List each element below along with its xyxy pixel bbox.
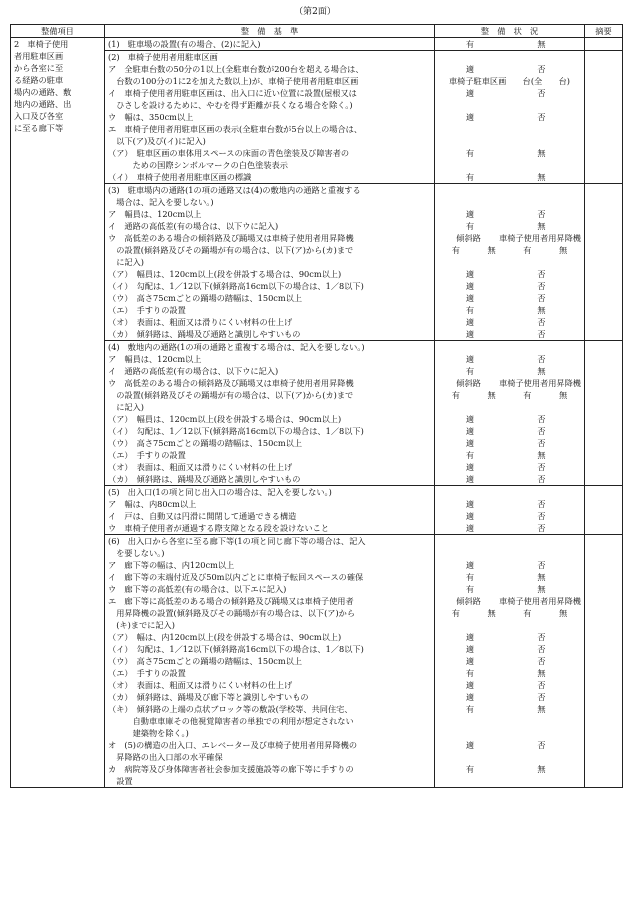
item-line: 入口及び各室 bbox=[14, 111, 64, 121]
status-value: 車椅子駐車区画 台(全 台) bbox=[448, 76, 570, 86]
status-line bbox=[438, 763, 581, 775]
status-option-positive: 有 bbox=[465, 172, 475, 182]
status-line bbox=[438, 292, 581, 304]
status-option-positive: 適 bbox=[465, 692, 475, 702]
standard-line: （ウ） 高さ75cmごとの踊場の踏幅は、150cm以上 bbox=[108, 656, 303, 666]
status-option-positive: 適 bbox=[465, 656, 475, 666]
status-option-positive: 有 bbox=[465, 668, 475, 678]
status-cell bbox=[435, 535, 585, 788]
item-line: に至る廊下等 bbox=[14, 123, 64, 133]
status-option-negative: 無 bbox=[537, 172, 546, 182]
status-option-positive: 適 bbox=[465, 523, 475, 533]
status-line bbox=[438, 595, 581, 607]
standard-line: （イ） 勾配は、1／12以下(傾斜路高16cm以下の場合は、1／8以下) bbox=[108, 644, 364, 654]
status-line bbox=[438, 703, 581, 715]
status-option-positive: 適 bbox=[465, 354, 475, 364]
standard-line: ウ 廊下等の高低差(有の場合は、以下エに記入) bbox=[108, 584, 287, 594]
standard-line: 場合は、記入を要しない。) bbox=[108, 197, 214, 207]
status-option-negative: 否 bbox=[537, 656, 546, 666]
status-option-negative: 否 bbox=[537, 112, 546, 122]
standard-line: 以下(ア)及び(イ)に記入) bbox=[108, 136, 206, 146]
standard-line: （ア） 幅員は、120cm以上(段を併設する場合は、90cm以上) bbox=[108, 414, 342, 424]
status-line bbox=[438, 607, 581, 619]
status-line bbox=[438, 631, 581, 643]
standard-line: (2) 車椅子使用者用駐車区画 bbox=[108, 52, 218, 62]
status-line bbox=[438, 473, 581, 485]
item-cell bbox=[11, 38, 105, 788]
standard-line: ひさしを設けるために、やむを得ず距離が長くなる場合を除く。) bbox=[108, 100, 353, 110]
status-line bbox=[438, 715, 581, 727]
standard-line: に記入) bbox=[108, 257, 144, 267]
status-option-negative: 無 bbox=[537, 39, 546, 49]
standard-line: （ア） 幅は、内120cm以上(段を併設する場合は、90cm以上) bbox=[108, 632, 342, 642]
status-line bbox=[438, 413, 581, 425]
standard-line: （キ） 傾斜路の上端の点状ブロック等の敷設(学校等、共同住宅、 bbox=[108, 704, 353, 714]
status-option-negative: 車椅子使用者用昇降機 bbox=[499, 233, 581, 243]
header-row bbox=[11, 25, 623, 38]
standard-line: （エ） 手すりの設置 bbox=[108, 305, 186, 315]
status-line bbox=[438, 679, 581, 691]
status-option-positive: 適 bbox=[465, 112, 475, 122]
status-option-positive: 適 bbox=[465, 281, 475, 291]
status-option: 有 bbox=[523, 245, 532, 255]
status-option-positive: 適 bbox=[465, 438, 475, 448]
standard-line: ウ 高低差のある場合の傾斜路及び踊場又は車椅子使用者用昇降機 bbox=[108, 233, 354, 243]
status-option-negative: 無 bbox=[537, 305, 546, 315]
status-line bbox=[438, 535, 581, 547]
status-line bbox=[438, 196, 581, 208]
status-option-negative: 否 bbox=[537, 499, 546, 509]
status-option-negative: 否 bbox=[537, 740, 546, 750]
standard-line: ア 幅員は、120cm以上 bbox=[108, 354, 202, 364]
status-line bbox=[438, 377, 581, 389]
status-line bbox=[438, 75, 581, 87]
status-option: 無 bbox=[559, 608, 568, 618]
status-option-negative: 無 bbox=[537, 221, 546, 231]
status-option-positive: 有 bbox=[465, 221, 475, 231]
status-option-positive: 有 bbox=[465, 366, 475, 376]
standard-line: ア 幅は、内80cm以上 bbox=[108, 499, 197, 509]
standard-line: (1) 駐車場の設置(有の場合、(2)に記入) bbox=[108, 39, 261, 49]
status-option-positive: 適 bbox=[465, 680, 475, 690]
status-line bbox=[438, 159, 581, 171]
status-option: 有 bbox=[523, 608, 532, 618]
standard-line: (5) 出入口(1の項と同じ出入口の場合は、記入を要しない。) bbox=[108, 487, 332, 497]
status-option-negative: 否 bbox=[537, 269, 546, 279]
standard-line: エ 車椅子使用者用駐車区画の表示(全駐車台数が5台以上の場合は、 bbox=[108, 124, 363, 134]
status-line bbox=[438, 425, 581, 437]
status-option-negative: 否 bbox=[537, 680, 546, 690]
status-option-negative: 否 bbox=[537, 523, 546, 533]
status-line bbox=[438, 316, 581, 328]
status-line bbox=[438, 401, 581, 413]
standard-line: (キ)までに記入) bbox=[108, 620, 175, 630]
standard-line: （ア） 幅員は、120cm以上(段を併設する場合は、90cm以上) bbox=[108, 269, 342, 279]
header-status: 整 備 状 況 bbox=[435, 25, 585, 38]
remarks-cell bbox=[585, 486, 623, 535]
status-option-positive: 適 bbox=[465, 293, 475, 303]
status-option-positive: 適 bbox=[465, 317, 475, 327]
item-line: 場内の通路、敷 bbox=[14, 87, 72, 97]
status-line bbox=[438, 208, 581, 220]
standard-line: （ウ） 高さ75cmごとの踊場の踏幅は、150cm以上 bbox=[108, 293, 303, 303]
status-option-negative: 否 bbox=[537, 317, 546, 327]
status-line bbox=[438, 522, 581, 534]
status-option-positive: 有 bbox=[465, 148, 475, 158]
status-line bbox=[438, 51, 581, 63]
status-option-positive: 適 bbox=[465, 329, 475, 339]
standard-line: エ 廊下等に高低差のある場合の傾斜路及び踊場又は車椅子使用者 bbox=[108, 596, 354, 606]
status-option-positive: 適 bbox=[465, 740, 475, 750]
standard-line: （オ） 表面は、粗面又は滑りにくい材料の仕上げ bbox=[108, 680, 293, 690]
status-option-negative: 車椅子使用者用昇降機 bbox=[499, 378, 581, 388]
item-line: から各室に至 bbox=[14, 63, 64, 73]
status-option-positive: 適 bbox=[465, 209, 475, 219]
remarks-cell bbox=[585, 184, 623, 341]
standard-line: 自動車車庫その他視覚障害者の単独での利用が想定されない bbox=[108, 716, 354, 726]
status-option-negative: 無 bbox=[537, 450, 546, 460]
status-line bbox=[438, 87, 581, 99]
status-line bbox=[438, 328, 581, 340]
item-line: る経路の駐車 bbox=[14, 75, 64, 85]
status-option-negative: 否 bbox=[537, 64, 546, 74]
status-line bbox=[438, 486, 581, 498]
status-line bbox=[438, 389, 581, 401]
standard-line: （イ） 車椅子使用者用駐車区画の標識 bbox=[108, 172, 252, 182]
status-option-negative: 車椅子使用者用昇降機 bbox=[499, 596, 581, 606]
status-line bbox=[438, 559, 581, 571]
status-line bbox=[438, 123, 581, 135]
status-option: 有 bbox=[523, 390, 532, 400]
status-option-negative: 否 bbox=[537, 692, 546, 702]
standard-line: イ 廊下等の末端付近及び50m以内ごとに車椅子転回スペースの確保 bbox=[108, 572, 364, 582]
status-option-positive: 有 bbox=[465, 305, 475, 315]
standard-cell bbox=[105, 51, 435, 184]
standard-line: 台数の100分の1に2を加えた数以上)が、車椅子使用者用駐車区画 bbox=[108, 76, 359, 86]
status-option-positive: 適 bbox=[465, 560, 475, 570]
status-option-negative: 無 bbox=[537, 366, 546, 376]
status-option-negative: 否 bbox=[537, 426, 546, 436]
status-option-negative: 無 bbox=[537, 764, 546, 774]
item-line: 者用駐車区画 bbox=[14, 51, 64, 61]
status-option-positive: 有 bbox=[465, 584, 475, 594]
status-line bbox=[438, 63, 581, 75]
status-option-negative: 無 bbox=[537, 704, 546, 714]
standard-line: （エ） 手すりの設置 bbox=[108, 450, 186, 460]
status-option-positive: 適 bbox=[465, 88, 475, 98]
standard-line: の設置(傾斜路及びその踊場が有の場合は、以下(ア)から(カ)まで bbox=[108, 245, 354, 255]
standard-cell bbox=[105, 486, 435, 535]
status-option-positive: 有 bbox=[465, 704, 475, 714]
item-line: 地内の通路、出 bbox=[14, 99, 72, 109]
inspection-table bbox=[10, 24, 623, 788]
status-option-negative: 否 bbox=[537, 462, 546, 472]
status-line bbox=[438, 268, 581, 280]
status-option: 有 bbox=[451, 608, 460, 618]
standard-line: （オ） 表面は、粗面又は滑りにくい材料の仕上げ bbox=[108, 462, 293, 472]
standard-line: イ 車椅子使用者用駐車区画は、出入口に近い位置に設置(屋根又は bbox=[108, 88, 357, 98]
standard-cell bbox=[105, 184, 435, 341]
standard-line: オ (5)の構造の出入口、エレベーター及び車椅子使用者用昇降機の bbox=[108, 740, 358, 750]
status-option: 無 bbox=[487, 390, 496, 400]
standard-cell bbox=[105, 38, 435, 51]
status-line bbox=[438, 244, 581, 256]
status-line bbox=[438, 727, 581, 739]
item-line: 2 車椅子使用 bbox=[14, 39, 69, 49]
standard-line: に記入) bbox=[108, 402, 144, 412]
standard-line: 用昇降機の設置(傾斜路及びその踊場が有の場合は、以下(ア)から bbox=[108, 608, 356, 618]
status-option-negative: 無 bbox=[537, 572, 546, 582]
status-cell bbox=[435, 184, 585, 341]
standard-line: ウ 車椅子使用者が通過する際支障となる段を設けないこと bbox=[108, 523, 330, 533]
status-option-negative: 無 bbox=[537, 584, 546, 594]
status-line bbox=[438, 232, 581, 244]
status-option-positive: 適 bbox=[465, 644, 475, 654]
status-option-positive: 傾斜路 bbox=[456, 596, 481, 606]
status-line bbox=[438, 667, 581, 679]
status-line bbox=[438, 739, 581, 751]
standard-line: イ 戸は、自動又は円滑に開閉して通過できる構造 bbox=[108, 511, 297, 521]
status-option-negative: 否 bbox=[537, 88, 546, 98]
status-line bbox=[438, 99, 581, 111]
status-line bbox=[438, 619, 581, 631]
status-line bbox=[438, 655, 581, 667]
status-option-negative: 否 bbox=[537, 329, 546, 339]
standard-line: の設置(傾斜路及びその踊場が有の場合は、以下(ア)から(カ)まで bbox=[108, 390, 354, 400]
header-remarks: 摘要 bbox=[585, 25, 623, 38]
status-option-positive: 適 bbox=[465, 269, 475, 279]
remarks-cell bbox=[585, 341, 623, 486]
status-option-positive: 適 bbox=[465, 632, 475, 642]
status-line bbox=[438, 461, 581, 473]
standard-cell bbox=[105, 341, 435, 486]
status-line bbox=[438, 510, 581, 522]
status-option-negative: 否 bbox=[537, 511, 546, 521]
status-line bbox=[438, 38, 581, 50]
status-line bbox=[438, 304, 581, 316]
standard-line: （カ） 傾斜路は、踊場及び廊下等と識別しやすいもの bbox=[108, 692, 309, 702]
status-line bbox=[438, 111, 581, 123]
status-option-negative: 否 bbox=[537, 632, 546, 642]
status-line bbox=[438, 547, 581, 559]
status-cell bbox=[435, 486, 585, 535]
status-line bbox=[438, 691, 581, 703]
standard-cell bbox=[105, 535, 435, 788]
status-option-negative: 否 bbox=[537, 354, 546, 364]
standard-line: （エ） 手すりの設置 bbox=[108, 668, 186, 678]
standard-line: イ 通路の高低差(有の場合は、以下ウに記入) bbox=[108, 366, 279, 376]
header-standard: 整 備 基 準 bbox=[105, 25, 435, 38]
status-option-positive: 適 bbox=[465, 499, 475, 509]
status-option-negative: 否 bbox=[537, 293, 546, 303]
standard-line: （イ） 勾配は、1／12以下(傾斜路高16cm以下の場合は、1／8以下) bbox=[108, 426, 364, 436]
standard-line: （カ） 傾斜路は、踊場及び通路と識別しやすいもの bbox=[108, 329, 301, 339]
status-option: 有 bbox=[451, 390, 460, 400]
standard-line: 昇降路の出入口部の水平確保 bbox=[108, 752, 223, 762]
status-option: 無 bbox=[487, 608, 496, 618]
status-option-positive: 傾斜路 bbox=[456, 233, 481, 243]
standard-line: ウ 高低差のある場合の傾斜路及び踊場又は車椅子使用者用昇降機 bbox=[108, 378, 354, 388]
table-body bbox=[11, 38, 623, 788]
remarks-cell bbox=[585, 38, 623, 51]
status-line bbox=[438, 643, 581, 655]
status-option-positive: 適 bbox=[465, 414, 475, 424]
status-line bbox=[438, 280, 581, 292]
remarks-cell bbox=[585, 535, 623, 788]
standard-line: ウ 幅は、350cm以上 bbox=[108, 112, 194, 122]
standard-line: （ウ） 高さ75cmごとの踊場の踏幅は、150cm以上 bbox=[108, 438, 303, 448]
status-option: 無 bbox=[559, 245, 568, 255]
standard-line: （カ） 傾斜路は、踊場及び通路と識別しやすいもの bbox=[108, 474, 301, 484]
standard-line: （ア） 駐車区画の車体用スペースの床面の青色塗装及び障害者の bbox=[108, 148, 350, 158]
status-line bbox=[438, 583, 581, 595]
standard-line: (3) 駐車場内の通路(1の項の通路又は(4)の敷地内の通路と重複する bbox=[108, 185, 361, 195]
status-line bbox=[438, 256, 581, 268]
status-option-negative: 否 bbox=[537, 438, 546, 448]
remarks-cell bbox=[585, 51, 623, 184]
standard-line: 設置 bbox=[108, 776, 133, 786]
status-line bbox=[438, 353, 581, 365]
standard-line: （イ） 勾配は、1／12以下(傾斜路高16cm以下の場合は、1／8以下) bbox=[108, 281, 364, 291]
standard-line: (4) 敷地内の通路(1の項の通路と重複する場合は、記入を要しない。) bbox=[108, 342, 365, 352]
status-cell bbox=[435, 38, 585, 51]
standard-line: ア 幅員は、120cm以上 bbox=[108, 209, 202, 219]
standard-line: ための国際シンボルマークの白色塗装表示 bbox=[108, 160, 288, 170]
status-option-positive: 適 bbox=[465, 64, 475, 74]
status-option-positive: 有 bbox=[465, 764, 475, 774]
table-row bbox=[11, 38, 623, 51]
status-option-positive: 有 bbox=[465, 572, 475, 582]
status-line bbox=[438, 135, 581, 147]
page-label: （第2面） bbox=[294, 7, 336, 17]
status-line bbox=[438, 184, 581, 196]
status-option-positive: 適 bbox=[465, 511, 475, 521]
status-option-positive: 有 bbox=[465, 450, 475, 460]
status-option-positive: 適 bbox=[465, 462, 475, 472]
status-option-positive: 適 bbox=[465, 474, 475, 484]
standard-line: （オ） 表面は、粗面又は滑りにくい材料の仕上げ bbox=[108, 317, 293, 327]
status-line bbox=[438, 775, 581, 787]
status-line bbox=[438, 751, 581, 763]
status-option-negative: 否 bbox=[537, 474, 546, 484]
standard-line: ア 廊下等の幅は、内120cm以上 bbox=[108, 560, 235, 570]
status-option: 有 bbox=[451, 245, 460, 255]
status-option-negative: 否 bbox=[537, 209, 546, 219]
status-option-negative: 否 bbox=[537, 281, 546, 291]
status-line bbox=[438, 498, 581, 510]
status-option-positive: 適 bbox=[465, 426, 475, 436]
status-line bbox=[438, 449, 581, 461]
status-line bbox=[438, 147, 581, 159]
status-line bbox=[438, 220, 581, 232]
status-option-negative: 無 bbox=[537, 148, 546, 158]
standard-line: 建築物を除く。) bbox=[108, 728, 189, 738]
standard-line: を要しない。) bbox=[108, 548, 165, 558]
header-item: 整備項目 bbox=[11, 25, 105, 38]
status-line bbox=[438, 437, 581, 449]
status-line bbox=[438, 341, 581, 353]
status-option-positive: 有 bbox=[465, 39, 475, 49]
status-cell bbox=[435, 51, 585, 184]
status-cell bbox=[435, 341, 585, 486]
standard-line: イ 通路の高低差(有の場合は、以下ウに記入) bbox=[108, 221, 279, 231]
status-option: 無 bbox=[559, 390, 568, 400]
status-option-negative: 無 bbox=[537, 668, 546, 678]
status-line bbox=[438, 571, 581, 583]
status-option-negative: 否 bbox=[537, 644, 546, 654]
status-option: 無 bbox=[487, 245, 496, 255]
status-option-negative: 否 bbox=[537, 414, 546, 424]
status-option-negative: 否 bbox=[537, 560, 546, 570]
standard-line: カ 病院等及び身体障害者社会参加支援施設等の廊下等に手すりの bbox=[108, 764, 354, 774]
status-option-positive: 傾斜路 bbox=[456, 378, 481, 388]
standard-line: (6) 出入口から各室に至る廊下等(1の項と同じ廊下等の場合は、記入 bbox=[108, 536, 366, 546]
standard-line: ア 全駐車台数の50分の1以上(全駐車台数が200台を超える場合は、 bbox=[108, 64, 364, 74]
status-line bbox=[438, 365, 581, 377]
status-line bbox=[438, 171, 581, 183]
